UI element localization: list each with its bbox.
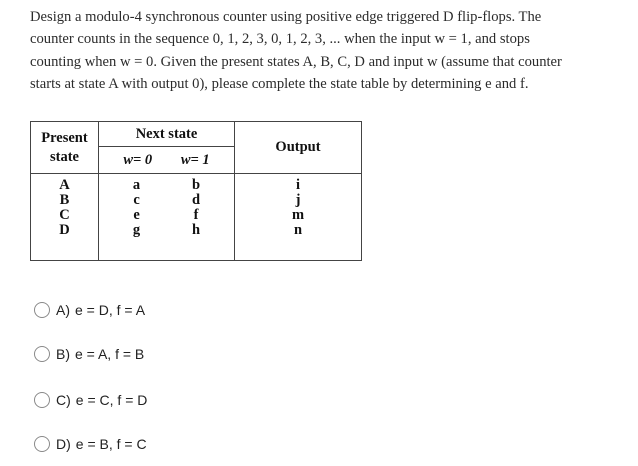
table-cell: m <box>291 207 305 223</box>
question-line: starts at state A with output 0), please complete the state table by determining e and f. <box>30 75 529 92</box>
radio-button[interactable] <box>34 392 50 408</box>
table-cell: i <box>295 177 301 193</box>
option-a[interactable] <box>34 302 145 318</box>
input-w-header <box>99 147 235 174</box>
next-w1-column <box>192 178 200 238</box>
option-letter: A) <box>56 302 70 318</box>
present-state-column <box>31 174 99 261</box>
next-state-column <box>99 174 235 261</box>
table-cell: g <box>132 222 141 238</box>
table-cell: f <box>193 207 199 223</box>
present-state-header: Present state <box>31 122 99 174</box>
radio-button[interactable] <box>34 346 50 362</box>
table-cell: j <box>295 192 301 208</box>
table-cell: B <box>59 192 70 208</box>
table-cell: a <box>132 177 141 193</box>
option-text: e = A, f = B <box>75 346 145 362</box>
question-line: counting when w = 0. Given the present states A, B, C, D and input w (assume that counter <box>30 53 562 70</box>
table-cell: C <box>59 207 70 223</box>
output-header: Output <box>235 122 362 174</box>
next-state-header: Next state <box>99 122 235 147</box>
question-line: Design a modulo-4 synchronous counter using positive edge triggered D flip-flops. The <box>30 9 542 25</box>
option-text: e = C, f = D <box>75 392 148 408</box>
option-c[interactable] <box>34 392 147 408</box>
table-cell: d <box>191 192 201 208</box>
option-letter: B) <box>56 346 70 362</box>
option-letter: C) <box>56 392 71 408</box>
table-cell: c <box>133 192 140 208</box>
w1-label: w= 1 <box>180 151 210 168</box>
table-cell: n <box>293 222 303 238</box>
radio-button[interactable] <box>34 302 50 318</box>
question-line: counter counts in the sequence 0, 1, 2, 3, 0, 1, 2, 3, ... when the input w = 1, and stops <box>30 31 530 48</box>
radio-button[interactable] <box>34 436 50 452</box>
option-text: e = D, f = A <box>75 302 146 318</box>
table-cell: D <box>59 222 70 238</box>
option-d[interactable] <box>34 436 147 452</box>
output-column <box>235 174 362 261</box>
table-cell: b <box>191 177 201 193</box>
table-cell: A <box>59 177 70 193</box>
question-text <box>30 6 620 95</box>
option-letter: D) <box>56 436 71 452</box>
table-cell: e <box>133 207 140 223</box>
table-cell: h <box>191 222 201 238</box>
w0-label: w= 0 <box>123 151 153 168</box>
state-table <box>30 121 362 261</box>
option-b[interactable] <box>34 346 144 362</box>
option-text: e = B, f = C <box>75 436 147 452</box>
next-w0-column <box>133 178 140 238</box>
